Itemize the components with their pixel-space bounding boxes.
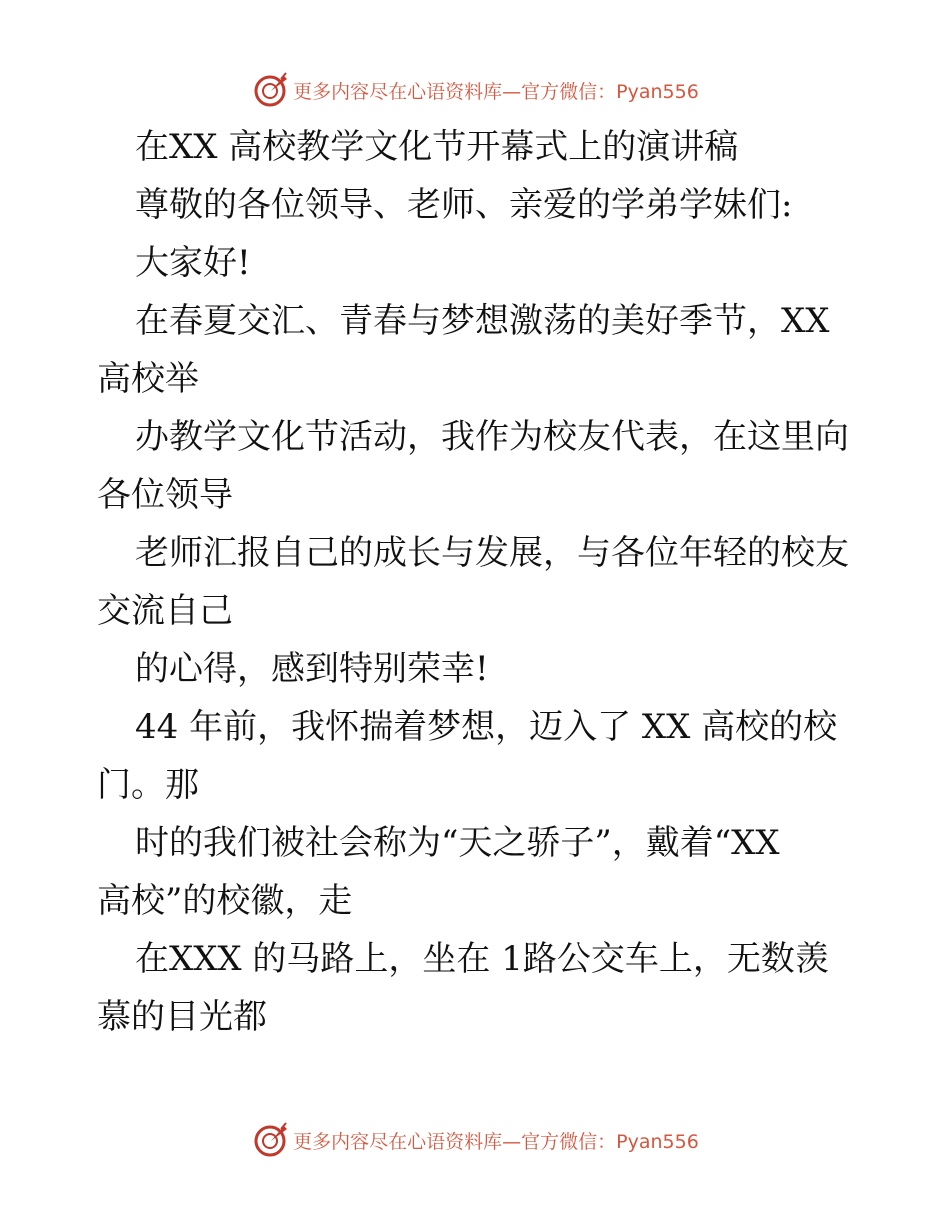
salutation: 尊敬的各位领导、老师、亲爱的学弟学妹们: [135,185,793,225]
header-text: 更多内容尽在心语资料库—官方微信：Pyan556 [293,80,699,103]
body-line: 慕的目光都 [97,997,267,1037]
quill-logo-icon [251,1120,291,1160]
body-line: 在XXX 的马路上，坐在 1路公交车上，无数羡 [135,939,829,979]
body-line: 44 年前，我怀揣着梦想，迈入了 XX 高校的校 [135,707,838,747]
body-line: 各位领导 [97,475,233,515]
body-line: 时的我们被社会称为“天之骄子”，戴着“XX [135,823,780,863]
page-footer [0,1120,950,1160]
body-line: 办教学文化节活动，我作为校友代表，在这里向 [135,417,849,457]
greeting: 大家好! [135,243,251,283]
header-brand [251,70,699,110]
footer-text: 更多内容尽在心语资料库—官方微信：Pyan556 [293,1130,699,1153]
body-line: 老师汇报自己的成长与发展，与各位年轻的校友 [135,533,849,573]
body-line: 高校举 [97,359,199,399]
document-title: 在XX 高校教学文化节开幕式上的演讲稿 [135,127,739,167]
body-line: 的心得，感到特别荣幸! [135,649,489,689]
page-header [0,70,950,110]
body-line: 交流自己 [97,591,233,631]
quill-logo-icon [251,70,291,110]
body-line: 门。那 [97,765,199,805]
footer-brand [251,1120,699,1160]
document-body [97,118,857,1046]
body-line: 在春夏交汇、青春与梦想激荡的美好季节，XX [135,301,830,341]
body-line: 高校”的校徽，走 [97,881,353,921]
